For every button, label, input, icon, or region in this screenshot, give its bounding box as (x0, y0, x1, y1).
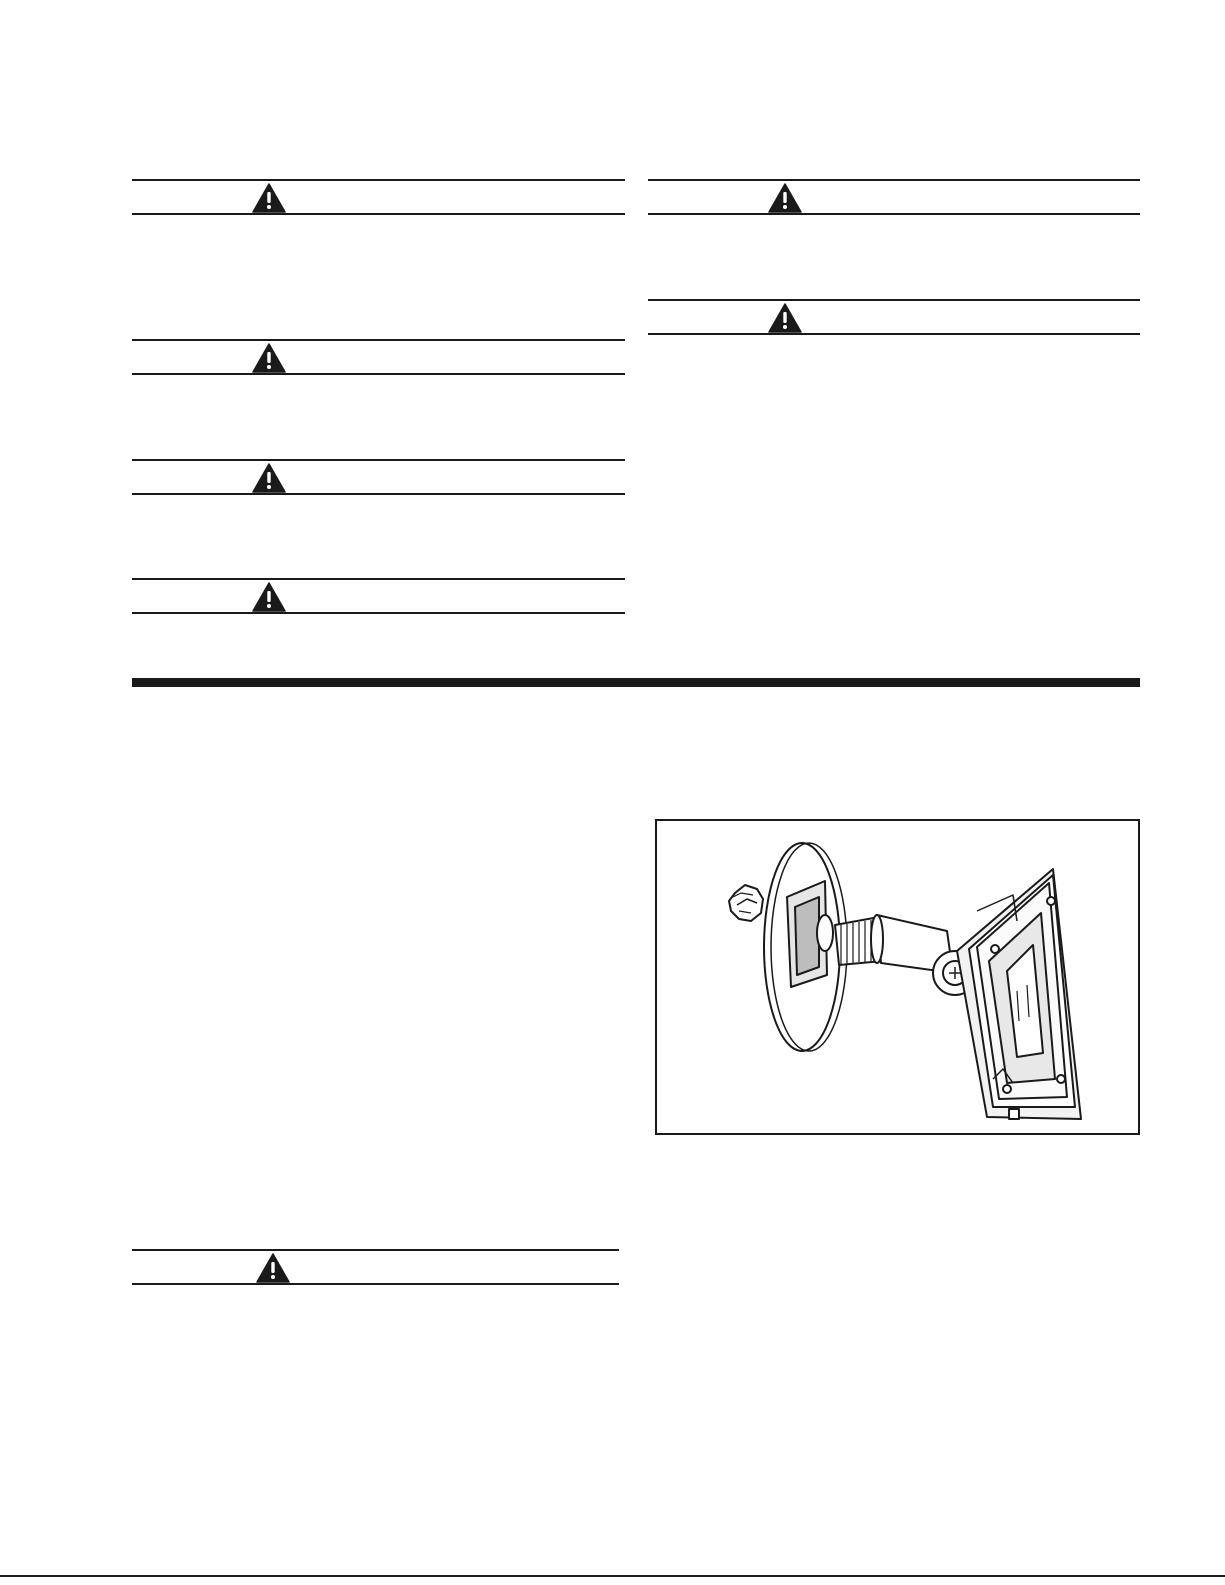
warning-triangle-icon (252, 582, 286, 612)
warning-triangle-icon (768, 183, 802, 213)
warning-header-left-1 (132, 179, 625, 215)
warning-header-left-5 (132, 1249, 619, 1285)
knob-icon (729, 885, 763, 921)
warning-header-right-1 (648, 179, 1140, 215)
warning-header-right-2 (648, 299, 1140, 335)
warning-header-left-3 (132, 459, 625, 495)
warning-triangle-icon (256, 1253, 290, 1283)
round-base-plate-icon (764, 843, 847, 1051)
warning-header-left-4 (132, 578, 625, 614)
warning-triangle-icon (252, 343, 286, 373)
section-divider (132, 678, 1140, 687)
warning-triangle-icon (252, 183, 286, 213)
warning-triangle-icon (252, 463, 286, 493)
warning-triangle-icon (768, 303, 802, 333)
warning-header-left-2 (132, 339, 625, 375)
figure-box (655, 819, 1140, 1135)
mounting-plate-icon (957, 869, 1081, 1119)
page-bottom-rule (0, 1575, 1225, 1577)
threaded-arm-icon (835, 915, 977, 995)
mount-illustration (657, 821, 1138, 1133)
